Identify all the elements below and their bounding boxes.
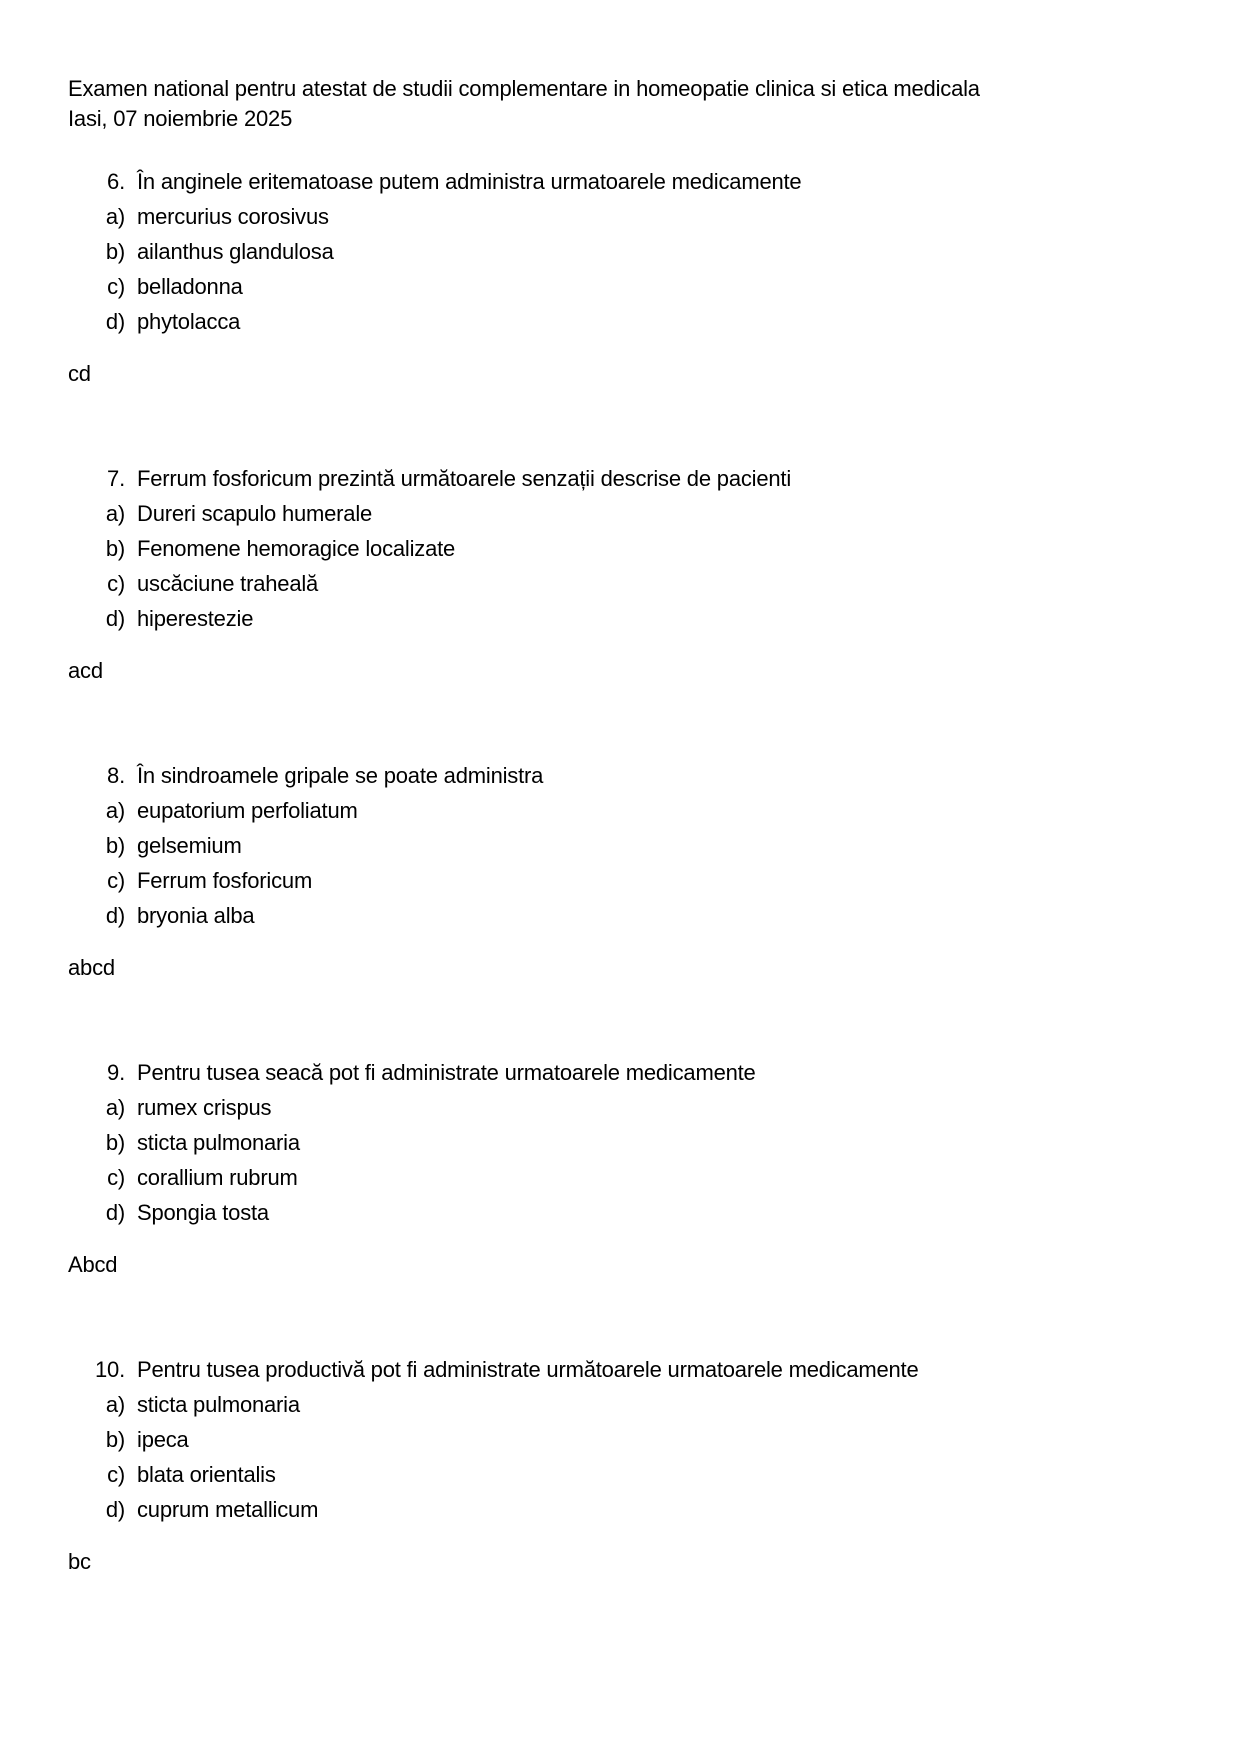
question-line — [68, 1352, 1171, 1387]
option-text: gelsemium — [137, 833, 242, 858]
option-row — [68, 531, 1171, 566]
option-letter: b) — [105, 239, 125, 264]
question-block — [68, 461, 1171, 636]
question-line — [68, 164, 1171, 199]
question-number: 7. — [107, 466, 125, 491]
question-block — [68, 164, 1171, 339]
option-row — [68, 566, 1171, 601]
question-number: 9. — [107, 1060, 125, 1085]
answer-text: abcd — [68, 955, 115, 980]
question-block — [68, 758, 1171, 933]
option-text: hiperestezie — [137, 606, 254, 631]
document-header — [68, 74, 1171, 134]
option-letter: d) — [105, 1200, 125, 1225]
option-text: mercurius corosivus — [137, 204, 329, 229]
option-text: eupatorium perfoliatum — [137, 798, 358, 823]
exam-title: Examen national pentru atestat de studii complementare in homeopatie clinica si etica medicala — [68, 76, 980, 101]
option-text: sticta pulmonaria — [137, 1392, 300, 1417]
option-letter: a) — [105, 501, 125, 526]
questions-list — [68, 164, 1171, 1575]
answer-text: Abcd — [68, 1252, 118, 1277]
question-number: 6. — [107, 169, 125, 194]
option-row — [68, 269, 1171, 304]
option-text: blata orientalis — [137, 1462, 276, 1487]
option-row — [68, 863, 1171, 898]
option-row — [68, 1090, 1171, 1125]
option-row — [68, 1457, 1171, 1492]
option-row — [68, 234, 1171, 269]
option-row — [68, 1125, 1171, 1160]
option-text: corallium rubrum — [137, 1165, 298, 1190]
option-letter: b) — [105, 1427, 125, 1452]
option-text: bryonia alba — [137, 903, 255, 928]
question-text: Pentru tusea productivă pot fi administrate următoarele urmatoarele medicamente — [137, 1357, 919, 1382]
option-text: uscăciune traheală — [137, 571, 319, 596]
question-line — [68, 461, 1171, 496]
question-text: În anginele eritematoase putem administra urmatoarele medicamente — [137, 169, 802, 194]
option-letter: c) — [107, 1462, 125, 1487]
option-letter: a) — [105, 798, 125, 823]
answer-text: acd — [68, 658, 103, 683]
option-text: ailanthus glandulosa — [137, 239, 334, 264]
option-letter: d) — [105, 903, 125, 928]
option-letter: d) — [105, 1497, 125, 1522]
option-letter: c) — [107, 274, 125, 299]
option-row — [68, 496, 1171, 531]
option-text: Spongia tosta — [137, 1200, 269, 1225]
option-text: phytolacca — [137, 309, 241, 334]
option-letter: c) — [107, 571, 125, 596]
option-text: Fenomene hemoragice localizate — [137, 536, 456, 561]
option-text: cuprum metallicum — [137, 1497, 319, 1522]
option-row — [68, 199, 1171, 234]
question-line — [68, 1055, 1171, 1090]
option-letter: b) — [105, 833, 125, 858]
exam-location-date: Iasi, 07 noiembrie 2025 — [68, 106, 293, 131]
question-number: 10. — [95, 1357, 125, 1382]
option-row — [68, 304, 1171, 339]
option-letter: a) — [105, 1392, 125, 1417]
question-line — [68, 758, 1171, 793]
option-text: ipeca — [137, 1427, 189, 1452]
question-text: Pentru tusea seacă pot fi administrate urmatoarele medicamente — [137, 1060, 756, 1085]
option-row — [68, 793, 1171, 828]
question-text: Ferrum fosforicum prezintă următoarele senzații descrise de pacienti — [137, 466, 792, 491]
option-row — [68, 601, 1171, 636]
option-text: rumex crispus — [137, 1095, 272, 1120]
question-text: În sindroamele gripale se poate administra — [137, 763, 544, 788]
option-text: belladonna — [137, 274, 243, 299]
option-text: Dureri scapulo humerale — [137, 501, 373, 526]
option-letter: b) — [105, 536, 125, 561]
option-row — [68, 1422, 1171, 1457]
answer-text: cd — [68, 361, 91, 386]
option-text: sticta pulmonaria — [137, 1130, 300, 1155]
option-text: Ferrum fosforicum — [137, 868, 313, 893]
option-letter: a) — [105, 204, 125, 229]
question-number: 8. — [107, 763, 125, 788]
answer-text: bc — [68, 1549, 91, 1574]
option-row — [68, 1492, 1171, 1527]
option-letter: c) — [107, 868, 125, 893]
option-row — [68, 1160, 1171, 1195]
option-letter: b) — [105, 1130, 125, 1155]
option-row — [68, 898, 1171, 933]
option-row — [68, 828, 1171, 863]
option-letter: c) — [107, 1165, 125, 1190]
option-letter: d) — [105, 309, 125, 334]
option-row — [68, 1195, 1171, 1230]
question-block — [68, 1352, 1171, 1527]
question-block — [68, 1055, 1171, 1230]
option-letter: d) — [105, 606, 125, 631]
option-letter: a) — [105, 1095, 125, 1120]
option-row — [68, 1387, 1171, 1422]
